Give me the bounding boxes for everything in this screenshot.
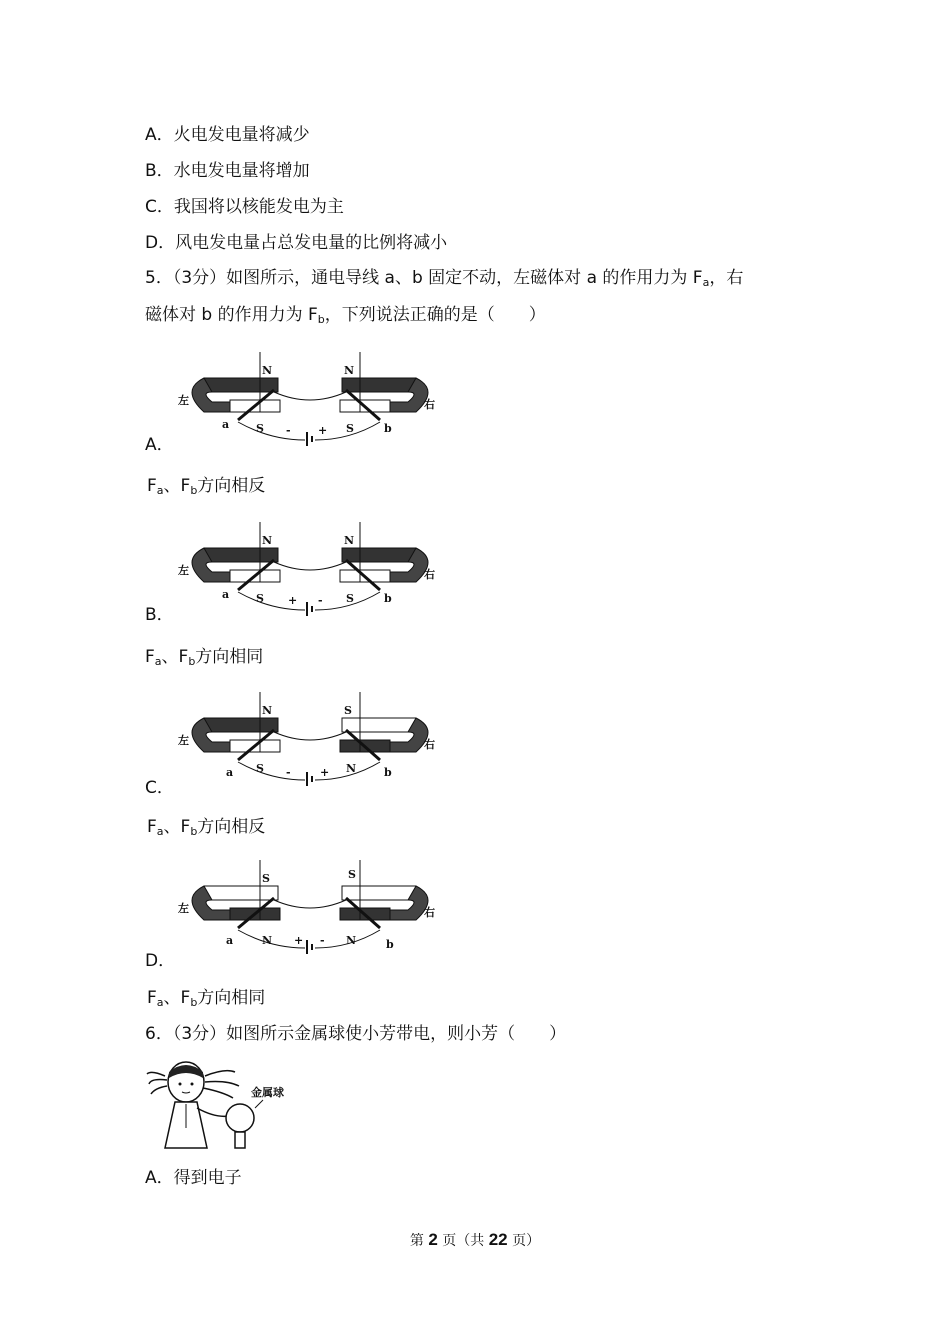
q5-option-b-caption	[145, 646, 263, 673]
subscript: a	[156, 484, 164, 497]
caption-sep: 、F	[163, 476, 191, 496]
caption-f: F	[145, 647, 155, 667]
metal-ball-label: 金属球	[251, 1086, 284, 1099]
magnet-diagram-d	[170, 858, 450, 958]
stem-text: ，下列说法正确的是（ ）	[324, 305, 546, 325]
caption-text: 方向相反	[197, 817, 266, 837]
battery-sign-right: -	[318, 594, 323, 607]
total-pages: 22	[488, 1230, 508, 1249]
q5-option-d-letter: D．	[145, 951, 176, 971]
wire-b-label: b	[384, 422, 392, 435]
subscript: a	[156, 996, 164, 1009]
wire-a-label: a	[222, 418, 230, 431]
battery-sign-left: -	[286, 424, 291, 437]
caption-f: F	[147, 988, 157, 1008]
battery-sign-left: +	[288, 594, 298, 607]
q5-option-c-caption	[147, 816, 265, 843]
subscript: b	[188, 655, 196, 668]
q5-stem-line1	[145, 267, 743, 294]
question-number: 6．	[145, 1024, 173, 1044]
subscript: a	[156, 825, 164, 838]
wire-a-label: a	[222, 588, 230, 601]
q4-option-b	[145, 160, 310, 182]
q6-stem	[145, 1023, 566, 1045]
caption-f: F	[147, 817, 157, 837]
q6-option-a	[145, 1167, 242, 1189]
option-text: 我国将以核能发电为主	[173, 197, 344, 217]
caption-sep: 、F	[163, 988, 191, 1008]
caption-sep: 、F	[161, 647, 189, 667]
battery-sign-right: +	[320, 766, 330, 779]
q5-option-a-letter: A．	[145, 435, 174, 455]
question-score: （3分）	[172, 268, 227, 288]
magnet-diagram-a	[170, 350, 450, 450]
magnet-diagram-c	[170, 690, 450, 790]
girl-metal-ball-figure	[145, 1058, 295, 1154]
page-footer	[0, 1230, 950, 1250]
footer-text: 页（共	[437, 1233, 489, 1249]
q5-option-c-letter: C．	[145, 778, 174, 798]
option-text: 风电发电量占总发电量的比例将减小	[175, 233, 448, 253]
left-label: 左	[178, 734, 189, 747]
option-letter: A．	[145, 125, 174, 145]
battery-sign-left: -	[286, 766, 291, 779]
pole-bottom-right: N	[346, 762, 357, 775]
q4-option-c	[145, 196, 344, 218]
pole-top-left: N	[262, 534, 273, 547]
subscript: b	[190, 996, 198, 1009]
right-label: 右	[424, 906, 435, 919]
subscript: b	[190, 825, 198, 838]
stem-text: 如图所示金属球使小芳带电，则小芳（ ）	[226, 1024, 567, 1044]
pole-top-right: N	[344, 364, 355, 377]
pole-top-right: S	[344, 704, 352, 717]
wire-b-label: b	[384, 592, 392, 605]
right-label: 右	[424, 398, 435, 411]
option-letter: A．	[145, 1168, 174, 1188]
caption-sep: 、F	[163, 817, 191, 837]
right-label: 右	[424, 568, 435, 581]
left-label: 左	[178, 902, 189, 915]
magnet-diagram-b	[170, 520, 450, 620]
wire-a-label: a	[226, 766, 234, 779]
wire-b-label: b	[384, 766, 392, 779]
caption-text: 方向相反	[197, 476, 266, 496]
subscript: a	[154, 655, 162, 668]
caption-text: 方向相同	[197, 988, 266, 1008]
page-number: 2	[428, 1230, 438, 1249]
pole-top-right: S	[348, 868, 356, 881]
battery-sign-right: -	[320, 934, 325, 947]
battery-sign-left: +	[294, 934, 304, 947]
option-text: 水电发电量将增加	[173, 161, 310, 181]
pole-bottom-left: N	[262, 934, 273, 947]
pole-top-left: N	[262, 364, 273, 377]
q5-option-d-caption	[147, 987, 265, 1014]
pole-bottom-right: S	[346, 592, 354, 605]
stem-text: 磁体对 b 的作用力为 F	[145, 305, 318, 325]
wire-a-label: a	[226, 934, 234, 947]
caption-text: 方向相同	[195, 647, 264, 667]
subscript: b	[317, 313, 325, 326]
option-letter: C．	[145, 197, 174, 217]
footer-text: 第	[409, 1233, 429, 1249]
caption-f: F	[147, 476, 157, 496]
pole-bottom-left: S	[256, 762, 264, 775]
option-text: 火电发电量将减少	[173, 125, 310, 145]
option-text: 得到电子	[173, 1168, 242, 1188]
pole-bottom-left: S	[256, 592, 264, 605]
q5-stem-line2	[145, 304, 546, 331]
subscript: a	[702, 276, 710, 289]
q5-option-a-caption	[147, 475, 265, 502]
pole-bottom-right: N	[346, 934, 357, 947]
pole-top-left: N	[262, 704, 273, 717]
wire-b-label: b	[386, 938, 394, 951]
subscript: b	[190, 484, 198, 497]
footer-text: 页）	[507, 1233, 541, 1249]
option-letter: B．	[145, 161, 174, 181]
q4-option-a	[145, 124, 310, 146]
pole-top-right: N	[344, 534, 355, 547]
stem-text: ，右	[709, 268, 744, 288]
pole-bottom-right: S	[346, 422, 354, 435]
question-number: 5．	[145, 268, 173, 288]
battery-sign-right: +	[318, 424, 328, 437]
q5-option-b-letter: B．	[145, 605, 174, 625]
pole-top-left: S	[262, 872, 270, 885]
q4-option-d	[145, 232, 447, 254]
option-letter: D．	[145, 233, 176, 253]
pole-bottom-left: S	[256, 422, 264, 435]
question-score: （3分）	[172, 1024, 227, 1044]
left-label: 左	[178, 394, 189, 407]
left-label: 左	[178, 564, 189, 577]
right-label: 右	[424, 738, 435, 751]
stem-text: 如图所示，通电导线 a、b 固定不动，左磁体对 a 的作用力为 F	[226, 268, 703, 288]
